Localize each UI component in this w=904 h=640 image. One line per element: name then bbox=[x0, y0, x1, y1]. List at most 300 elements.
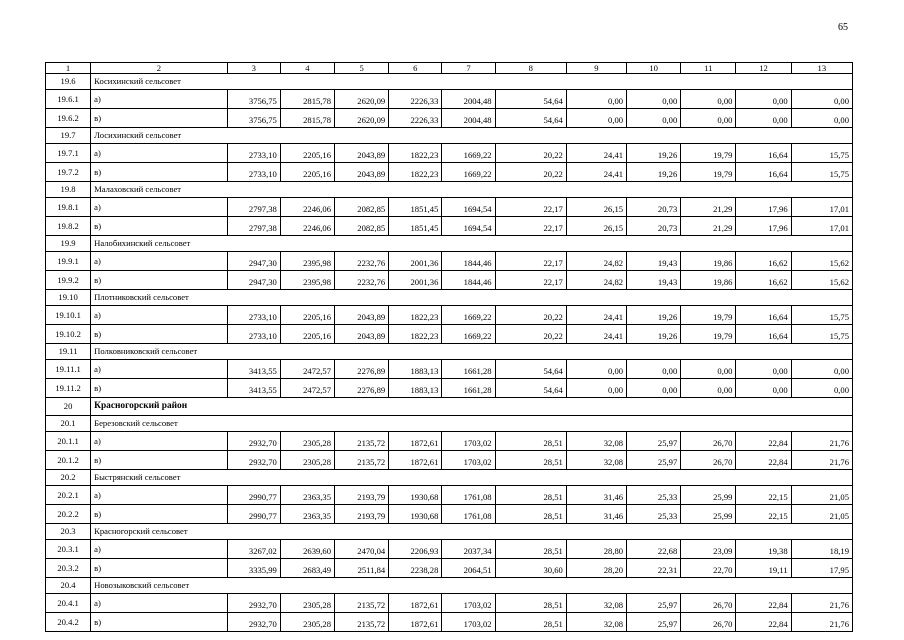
value-cell: 2037,34 bbox=[442, 540, 495, 559]
value-cell: 24,41 bbox=[566, 144, 626, 163]
value-cell: 26,70 bbox=[681, 613, 736, 632]
section-number: 19.10 bbox=[46, 290, 91, 306]
value-cell: 2205,16 bbox=[280, 163, 334, 182]
district-number: 20 bbox=[46, 398, 91, 416]
value-cell: 0,00 bbox=[627, 379, 681, 398]
value-cell: 0,00 bbox=[681, 379, 736, 398]
table-row bbox=[46, 505, 853, 524]
value-cell: 28,80 bbox=[566, 540, 626, 559]
header-cell: 5 bbox=[335, 63, 389, 74]
value-cell: 2472,57 bbox=[280, 379, 334, 398]
value-cell: 22,70 bbox=[681, 559, 736, 578]
value-cell: 19,79 bbox=[681, 163, 736, 182]
value-cell: 2205,16 bbox=[280, 144, 334, 163]
value-cell: 2193,79 bbox=[335, 505, 389, 524]
value-cell: 0,00 bbox=[566, 109, 626, 128]
row-label: в) bbox=[91, 271, 228, 290]
value-cell: 3756,75 bbox=[227, 90, 280, 109]
row-number: 20.2.2 bbox=[46, 505, 91, 524]
value-cell: 2043,89 bbox=[335, 306, 389, 325]
row-label: а) bbox=[91, 540, 228, 559]
value-cell: 1822,23 bbox=[389, 144, 442, 163]
table-row bbox=[46, 451, 853, 470]
value-cell: 0,00 bbox=[681, 360, 736, 379]
value-cell: 16,64 bbox=[736, 163, 791, 182]
value-cell: 2815,78 bbox=[280, 90, 334, 109]
header-cell: 6 bbox=[389, 63, 442, 74]
value-cell: 1694,54 bbox=[442, 217, 495, 236]
value-cell: 1703,02 bbox=[442, 432, 495, 451]
page-number: 65 bbox=[838, 22, 848, 33]
value-cell: 2305,28 bbox=[280, 613, 334, 632]
value-cell: 1930,68 bbox=[389, 486, 442, 505]
row-number: 19.9.2 bbox=[46, 271, 91, 290]
section-title: Полковниковский сельсовет bbox=[91, 344, 853, 360]
value-cell: 1669,22 bbox=[442, 144, 495, 163]
header-row bbox=[46, 63, 853, 74]
value-cell: 3756,75 bbox=[227, 109, 280, 128]
value-cell: 24,41 bbox=[566, 306, 626, 325]
section-row bbox=[46, 524, 853, 540]
value-cell: 25,99 bbox=[681, 505, 736, 524]
value-cell: 1872,61 bbox=[389, 594, 442, 613]
value-cell: 0,00 bbox=[566, 360, 626, 379]
table-row bbox=[46, 540, 853, 559]
value-cell: 0,00 bbox=[791, 379, 852, 398]
section-number: 20.3 bbox=[46, 524, 91, 540]
row-label: в) bbox=[91, 217, 228, 236]
row-number: 19.11.2 bbox=[46, 379, 91, 398]
value-cell: 2238,28 bbox=[389, 559, 442, 578]
value-cell: 2305,28 bbox=[280, 451, 334, 470]
value-cell: 2733,10 bbox=[227, 306, 280, 325]
value-cell: 21,76 bbox=[791, 451, 852, 470]
row-label: а) bbox=[91, 594, 228, 613]
value-cell: 2733,10 bbox=[227, 325, 280, 344]
value-cell: 32,08 bbox=[566, 451, 626, 470]
value-cell: 2246,06 bbox=[280, 198, 334, 217]
value-cell: 0,00 bbox=[681, 90, 736, 109]
row-label: в) bbox=[91, 613, 228, 632]
header-cell: 12 bbox=[736, 63, 791, 74]
row-number: 20.4.2 bbox=[46, 613, 91, 632]
district-row bbox=[46, 398, 853, 416]
value-cell: 26,70 bbox=[681, 594, 736, 613]
row-number: 19.9.1 bbox=[46, 252, 91, 271]
value-cell: 26,70 bbox=[681, 432, 736, 451]
row-number: 19.8.1 bbox=[46, 198, 91, 217]
value-cell: 22,84 bbox=[736, 594, 791, 613]
value-cell: 25,97 bbox=[627, 613, 681, 632]
value-cell: 24,41 bbox=[566, 163, 626, 182]
value-cell: 1822,23 bbox=[389, 163, 442, 182]
value-cell: 17,95 bbox=[791, 559, 852, 578]
value-cell: 2395,98 bbox=[280, 271, 334, 290]
value-cell: 1851,45 bbox=[389, 198, 442, 217]
section-number: 19.6 bbox=[46, 74, 91, 90]
value-cell: 20,22 bbox=[495, 306, 566, 325]
value-cell: 2932,70 bbox=[227, 451, 280, 470]
value-cell: 22,17 bbox=[495, 198, 566, 217]
value-cell: 26,15 bbox=[566, 198, 626, 217]
value-cell: 0,00 bbox=[627, 109, 681, 128]
value-cell: 2043,89 bbox=[335, 144, 389, 163]
value-cell: 0,00 bbox=[736, 109, 791, 128]
value-cell: 19,79 bbox=[681, 325, 736, 344]
value-cell: 1872,61 bbox=[389, 432, 442, 451]
value-cell: 23,09 bbox=[681, 540, 736, 559]
value-cell: 1872,61 bbox=[389, 613, 442, 632]
value-cell: 2620,09 bbox=[335, 109, 389, 128]
value-cell: 2135,72 bbox=[335, 613, 389, 632]
value-cell: 25,33 bbox=[627, 505, 681, 524]
value-cell: 1661,28 bbox=[442, 360, 495, 379]
table-row bbox=[46, 360, 853, 379]
value-cell: 0,00 bbox=[736, 360, 791, 379]
value-cell: 2733,10 bbox=[227, 163, 280, 182]
section-title: Лосихинский сельсовет bbox=[91, 128, 853, 144]
section-number: 20.1 bbox=[46, 416, 91, 432]
value-cell: 0,00 bbox=[566, 90, 626, 109]
value-cell: 2004,48 bbox=[442, 109, 495, 128]
row-number: 20.1.1 bbox=[46, 432, 91, 451]
value-cell: 22,17 bbox=[495, 252, 566, 271]
value-cell: 19,43 bbox=[627, 252, 681, 271]
value-cell: 0,00 bbox=[791, 109, 852, 128]
table-row bbox=[46, 271, 853, 290]
value-cell: 20,22 bbox=[495, 163, 566, 182]
row-label: а) bbox=[91, 306, 228, 325]
table-row bbox=[46, 252, 853, 271]
value-cell: 16,64 bbox=[736, 144, 791, 163]
value-cell: 2135,72 bbox=[335, 451, 389, 470]
value-cell: 20,22 bbox=[495, 144, 566, 163]
value-cell: 2001,36 bbox=[389, 271, 442, 290]
value-cell: 24,82 bbox=[566, 252, 626, 271]
section-row bbox=[46, 74, 853, 90]
value-cell: 0,00 bbox=[627, 90, 681, 109]
value-cell: 21,29 bbox=[681, 217, 736, 236]
table-row bbox=[46, 163, 853, 182]
value-cell: 32,08 bbox=[566, 613, 626, 632]
value-cell: 2001,36 bbox=[389, 252, 442, 271]
section-number: 19.7 bbox=[46, 128, 91, 144]
value-cell: 2276,89 bbox=[335, 379, 389, 398]
value-cell: 20,22 bbox=[495, 325, 566, 344]
district-title: Красногорский район bbox=[91, 398, 853, 416]
value-cell: 1844,46 bbox=[442, 271, 495, 290]
row-number: 19.6.1 bbox=[46, 90, 91, 109]
value-cell: 2932,70 bbox=[227, 432, 280, 451]
value-cell: 24,41 bbox=[566, 325, 626, 344]
value-cell: 1883,13 bbox=[389, 379, 442, 398]
section-row bbox=[46, 128, 853, 144]
row-number: 20.3.2 bbox=[46, 559, 91, 578]
value-cell: 2232,76 bbox=[335, 271, 389, 290]
data-table bbox=[45, 62, 853, 632]
value-cell: 1703,02 bbox=[442, 451, 495, 470]
value-cell: 28,20 bbox=[566, 559, 626, 578]
section-title: Березовский сельсовет bbox=[91, 416, 853, 432]
section-title: Плотниковский сельсовет bbox=[91, 290, 853, 306]
value-cell: 31,46 bbox=[566, 486, 626, 505]
row-number: 19.8.2 bbox=[46, 217, 91, 236]
value-cell: 1872,61 bbox=[389, 451, 442, 470]
value-cell: 22,84 bbox=[736, 432, 791, 451]
header-cell: 3 bbox=[227, 63, 280, 74]
value-cell: 26,70 bbox=[681, 451, 736, 470]
value-cell: 2135,72 bbox=[335, 432, 389, 451]
section-title: Малаховский сельсовет bbox=[91, 182, 853, 198]
value-cell: 2043,89 bbox=[335, 325, 389, 344]
row-label: в) bbox=[91, 559, 228, 578]
value-cell: 3413,55 bbox=[227, 379, 280, 398]
value-cell: 25,99 bbox=[681, 486, 736, 505]
table-row bbox=[46, 325, 853, 344]
section-title: Быстрянский сельсовет bbox=[91, 470, 853, 486]
row-number: 19.11.1 bbox=[46, 360, 91, 379]
value-cell: 0,00 bbox=[791, 360, 852, 379]
value-cell: 28,51 bbox=[495, 613, 566, 632]
header-cell: 13 bbox=[791, 63, 852, 74]
section-row bbox=[46, 578, 853, 594]
value-cell: 20,73 bbox=[627, 198, 681, 217]
value-cell: 22,84 bbox=[736, 451, 791, 470]
value-cell: 21,76 bbox=[791, 594, 852, 613]
value-cell: 26,15 bbox=[566, 217, 626, 236]
value-cell: 30,60 bbox=[495, 559, 566, 578]
table-row bbox=[46, 90, 853, 109]
value-cell: 19,86 bbox=[681, 271, 736, 290]
value-cell: 22,17 bbox=[495, 217, 566, 236]
value-cell: 54,64 bbox=[495, 360, 566, 379]
header-cell: 8 bbox=[495, 63, 566, 74]
value-cell: 16,64 bbox=[736, 325, 791, 344]
table-body bbox=[46, 63, 853, 632]
value-cell: 2205,16 bbox=[280, 306, 334, 325]
value-cell: 2205,16 bbox=[280, 325, 334, 344]
row-label: а) bbox=[91, 198, 228, 217]
section-number: 20.4 bbox=[46, 578, 91, 594]
value-cell: 17,01 bbox=[791, 198, 852, 217]
value-cell: 3335,99 bbox=[227, 559, 280, 578]
header-cell: 7 bbox=[442, 63, 495, 74]
table-row bbox=[46, 109, 853, 128]
value-cell: 2815,78 bbox=[280, 109, 334, 128]
section-title: Красногорский сельсовет bbox=[91, 524, 853, 540]
section-row bbox=[46, 290, 853, 306]
value-cell: 15,75 bbox=[791, 144, 852, 163]
row-label: а) bbox=[91, 252, 228, 271]
value-cell: 1844,46 bbox=[442, 252, 495, 271]
row-label: а) bbox=[91, 144, 228, 163]
row-label: а) bbox=[91, 360, 228, 379]
row-number: 20.2.1 bbox=[46, 486, 91, 505]
row-label: в) bbox=[91, 379, 228, 398]
value-cell: 28,51 bbox=[495, 540, 566, 559]
value-cell: 2004,48 bbox=[442, 90, 495, 109]
value-cell: 2232,76 bbox=[335, 252, 389, 271]
value-cell: 2733,10 bbox=[227, 144, 280, 163]
value-cell: 22,17 bbox=[495, 271, 566, 290]
table-row bbox=[46, 198, 853, 217]
section-row bbox=[46, 182, 853, 198]
table-row bbox=[46, 486, 853, 505]
value-cell: 19,26 bbox=[627, 144, 681, 163]
value-cell: 2932,70 bbox=[227, 613, 280, 632]
value-cell: 1703,02 bbox=[442, 594, 495, 613]
value-cell: 25,33 bbox=[627, 486, 681, 505]
section-row bbox=[46, 344, 853, 360]
row-number: 20.3.1 bbox=[46, 540, 91, 559]
table-row bbox=[46, 217, 853, 236]
value-cell: 19,11 bbox=[736, 559, 791, 578]
value-cell: 19,26 bbox=[627, 325, 681, 344]
value-cell: 1669,22 bbox=[442, 325, 495, 344]
value-cell: 22,68 bbox=[627, 540, 681, 559]
value-cell: 2683,49 bbox=[280, 559, 334, 578]
value-cell: 2947,30 bbox=[227, 271, 280, 290]
value-cell: 2082,85 bbox=[335, 217, 389, 236]
section-title: Косихинский сельсовет bbox=[91, 74, 853, 90]
value-cell: 0,00 bbox=[681, 109, 736, 128]
value-cell: 32,08 bbox=[566, 594, 626, 613]
row-label: в) bbox=[91, 325, 228, 344]
value-cell: 21,05 bbox=[791, 486, 852, 505]
table-row bbox=[46, 379, 853, 398]
value-cell: 2639,60 bbox=[280, 540, 334, 559]
value-cell: 19,26 bbox=[627, 163, 681, 182]
value-cell: 2226,33 bbox=[389, 109, 442, 128]
row-label: а) bbox=[91, 90, 228, 109]
section-number: 19.11 bbox=[46, 344, 91, 360]
value-cell: 25,97 bbox=[627, 451, 681, 470]
value-cell: 0,00 bbox=[736, 90, 791, 109]
value-cell: 2246,06 bbox=[280, 217, 334, 236]
value-cell: 17,01 bbox=[791, 217, 852, 236]
value-cell: 15,62 bbox=[791, 252, 852, 271]
row-number: 19.10.2 bbox=[46, 325, 91, 344]
header-cell: 9 bbox=[566, 63, 626, 74]
row-label: а) bbox=[91, 432, 228, 451]
section-row bbox=[46, 470, 853, 486]
section-row bbox=[46, 236, 853, 252]
value-cell: 1761,08 bbox=[442, 486, 495, 505]
value-cell: 2797,38 bbox=[227, 198, 280, 217]
value-cell: 28,51 bbox=[495, 486, 566, 505]
value-cell: 2947,30 bbox=[227, 252, 280, 271]
section-number: 19.9 bbox=[46, 236, 91, 252]
value-cell: 1822,23 bbox=[389, 325, 442, 344]
table-row bbox=[46, 144, 853, 163]
value-cell: 1694,54 bbox=[442, 198, 495, 217]
value-cell: 21,05 bbox=[791, 505, 852, 524]
value-cell: 28,51 bbox=[495, 594, 566, 613]
section-number: 20.2 bbox=[46, 470, 91, 486]
value-cell: 1822,23 bbox=[389, 306, 442, 325]
value-cell: 16,62 bbox=[736, 252, 791, 271]
value-cell: 2082,85 bbox=[335, 198, 389, 217]
row-label: в) bbox=[91, 451, 228, 470]
row-label: в) bbox=[91, 163, 228, 182]
value-cell: 2135,72 bbox=[335, 594, 389, 613]
value-cell: 2797,38 bbox=[227, 217, 280, 236]
value-cell: 1669,22 bbox=[442, 306, 495, 325]
value-cell: 1761,08 bbox=[442, 505, 495, 524]
value-cell: 2193,79 bbox=[335, 486, 389, 505]
value-cell: 25,97 bbox=[627, 594, 681, 613]
table-row bbox=[46, 613, 853, 632]
value-cell: 0,00 bbox=[627, 360, 681, 379]
value-cell: 24,82 bbox=[566, 271, 626, 290]
value-cell: 0,00 bbox=[566, 379, 626, 398]
value-cell: 19,38 bbox=[736, 540, 791, 559]
value-cell: 1930,68 bbox=[389, 505, 442, 524]
value-cell: 16,62 bbox=[736, 271, 791, 290]
value-cell: 20,73 bbox=[627, 217, 681, 236]
row-label: а) bbox=[91, 486, 228, 505]
value-cell: 19,86 bbox=[681, 252, 736, 271]
header-cell: 2 bbox=[91, 63, 228, 74]
row-number: 19.10.1 bbox=[46, 306, 91, 325]
table-row bbox=[46, 432, 853, 451]
value-cell: 17,96 bbox=[736, 198, 791, 217]
value-cell: 54,64 bbox=[495, 109, 566, 128]
table-row bbox=[46, 306, 853, 325]
value-cell: 2990,77 bbox=[227, 486, 280, 505]
value-cell: 54,64 bbox=[495, 90, 566, 109]
value-cell: 32,08 bbox=[566, 432, 626, 451]
value-cell: 2206,93 bbox=[389, 540, 442, 559]
value-cell: 15,75 bbox=[791, 163, 852, 182]
value-cell: 2363,35 bbox=[280, 486, 334, 505]
value-cell: 2472,57 bbox=[280, 360, 334, 379]
value-cell: 2395,98 bbox=[280, 252, 334, 271]
value-cell: 3413,55 bbox=[227, 360, 280, 379]
value-cell: 2226,33 bbox=[389, 90, 442, 109]
value-cell: 19,26 bbox=[627, 306, 681, 325]
header-cell: 11 bbox=[681, 63, 736, 74]
value-cell: 25,97 bbox=[627, 432, 681, 451]
value-cell: 2470,04 bbox=[335, 540, 389, 559]
header-cell: 10 bbox=[627, 63, 681, 74]
value-cell: 1703,02 bbox=[442, 613, 495, 632]
value-cell: 22,31 bbox=[627, 559, 681, 578]
row-label: в) bbox=[91, 109, 228, 128]
value-cell: 18,19 bbox=[791, 540, 852, 559]
table-row bbox=[46, 594, 853, 613]
value-cell: 2932,70 bbox=[227, 594, 280, 613]
value-cell: 17,96 bbox=[736, 217, 791, 236]
value-cell: 1883,13 bbox=[389, 360, 442, 379]
value-cell: 2990,77 bbox=[227, 505, 280, 524]
value-cell: 28,51 bbox=[495, 432, 566, 451]
value-cell: 0,00 bbox=[791, 90, 852, 109]
value-cell: 2305,28 bbox=[280, 594, 334, 613]
value-cell: 19,43 bbox=[627, 271, 681, 290]
value-cell: 1669,22 bbox=[442, 163, 495, 182]
value-cell: 21,76 bbox=[791, 613, 852, 632]
value-cell: 22,84 bbox=[736, 613, 791, 632]
value-cell: 15,75 bbox=[791, 306, 852, 325]
value-cell: 0,00 bbox=[736, 379, 791, 398]
row-label: в) bbox=[91, 505, 228, 524]
value-cell: 28,51 bbox=[495, 451, 566, 470]
value-cell: 21,76 bbox=[791, 432, 852, 451]
value-cell: 28,51 bbox=[495, 505, 566, 524]
row-number: 20.1.2 bbox=[46, 451, 91, 470]
value-cell: 2305,28 bbox=[280, 432, 334, 451]
